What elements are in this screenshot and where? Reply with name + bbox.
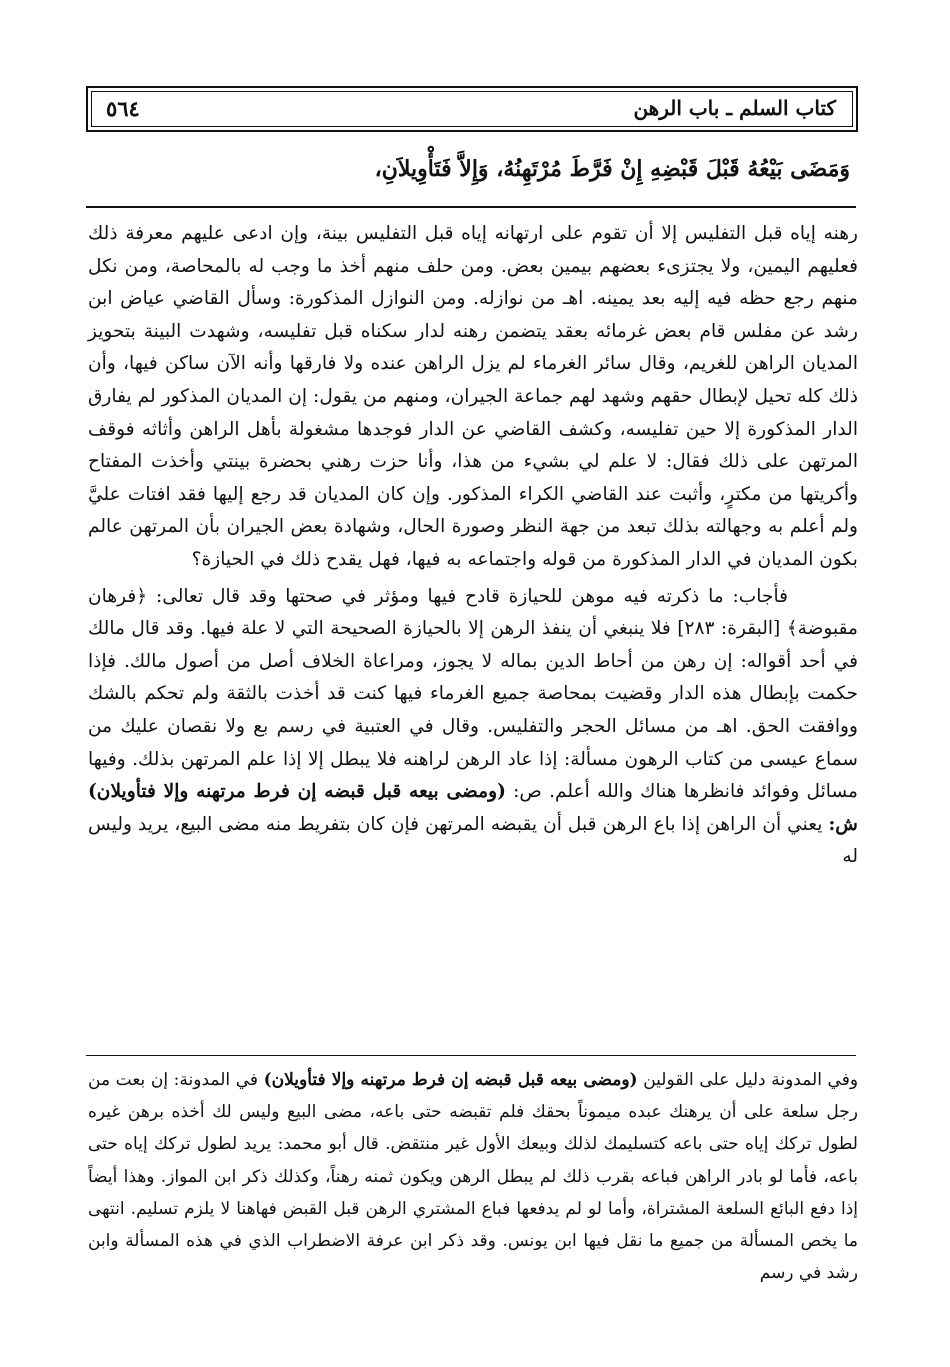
- commentary-paragraph-2: [88, 581, 858, 874]
- footnote-matn-quote: (ومضى بيعه قبل قبضه إن فرط مرتهنه وإلا فتأويلان): [263, 1070, 638, 1090]
- matn-quote: (ومضى بيعه قبل قبضه إن فرط مرتهنه وإلا فتأويلان) ش:: [88, 781, 858, 835]
- page-number: ٥٦٤: [106, 96, 140, 121]
- answer-rest: يعني أن الراهن إذا باع الرهن قبل أن يقبضه المرتهن فإن كان بتفريط منه مضى البيع، يريد وليس له: [88, 813, 858, 868]
- commentary-paragraph-1: رهنه إياه قبل التفليس إلا أن تقوم على ارتهانه إياه قبل التفليس بينة، وإن ادعى عليهم معرفة ذلك فعليهم اليمين، ولا يجتزىء بعضهم بيمين بعض. ومن حلف منهم أخذ ما وجب له بالمحاصة، ومن نكل منهم رجع حظه فيه إليه بعد يمينه. اهـ من نوازله. ومن النوازل المذكورة: وسأل القاضي عياض ابن رشد عن مفلس قام بعض غرمائه بعقد يتضمن رهنه لدار سكناه قبل تفليسه، وشهدت البينة بتحويز المديان الراهن للغريم، وقال سائر الغرماء لم يزل الراهن عنده ولا فارقها وأنه الآن ساكن فيها، وأن ذلك كله تحيل لإبطال حقهم وشهد لهم جماعة الجيران، ومنهم من يقول: إن المديان المذكور لم يفارق الدار المذكورة إلا حين تفليسه، وكشف القاضي عن الدار فوجدها مشغولة بأهل الراهن وأثاثه فوقف المرتهن على ذلك فقال: لا علم لي بشيء من هذا، وأنا حزت رهني بحضرة بينتي وأخذت المفتاح وأكريتها من مكترٍ، وأثبت عند القاضي الكراء المذكور. وإن كان المديان قد رجع إليها فقد افتات عليَّ ولم أعلم به وجهالته بذلك تبعد من جهة النظر وصورة الحال، وشهادة بعض الجيران بأن المرتهن عالم بكون المديان في الدار المذكورة من قوله واجتماعه به فيها، فهل يقدح ذلك في الحيازة؟: [88, 223, 858, 570]
- answer-intro: فأجاب: ما ذكرته فيه موهن للحيازة قادح فيها ومؤثر في صحتها وقد قال تعالى: ﴿فرهان مقبوضة﴾ [البقرة: ٢٨٣] فلا ينبغي أن ينفذ الرهن إلا بالحيازة الصحيحة التي لا علة فيها. وقد قال مالك في أحد أقواله: إن رهن من أحاط الدين بماله لا يجوز، ومراعاة الخلاف أصل من أصول مالك. فإذا حكمت بإبطال هذه الدار وقضيت بمحاصة جميع الغرماء فيها كنت قد أخذت بالثقة ولم تحكم بالشك ووافقت الحق. اهـ من مسائل الحجر والتفليس. وقال في العتبية في رسم بع ولا نقصان عليك من سماع عيسى من كتاب الرهون مسألة: إذا عاد الرهن لراهنه فلا يبطل إلا إذا علم المرتهن بذلك. وفيها مسائل وفوائد فانظرها هناك والله أعلم. ص:: [88, 585, 858, 803]
- footnote-paragraph: [88, 1064, 858, 1289]
- commentary-body: [88, 218, 858, 874]
- running-header: [86, 86, 858, 132]
- header-title: كتاب السلم ـ باب الرهن: [633, 96, 836, 120]
- top-divider: [86, 206, 856, 208]
- footnote-divider: [86, 1055, 856, 1056]
- footnote-rest: في المدونة: إن بعت من رجل سلعة على أن يرهنك عبده ميموناً بحقك فلم تقبضه حتى باعه، مضى البيع وليس لك أخذه برهن غيره لطول تركك إياه حتى باعه كتسليمك لذلك وبيعك الأول غير منتقض. قال أبو محمد: يريد لطول تركك إياه حتى باعه، فأما لو بادر الراهن فباعه بقرب ذلك لم يبطل الرهن ويكون ثمنه رهناً، وكذلك ذكر ابن المواز. وهذا أيضاً إذا دفع البائع السلعة المشتراة، وأما لو لم يدفعها فباع المشتري الرهن قبل القبض فهاهنا لا يلزم تسليم. انتهى ما يخص المسألة من جميع ما نقل فيها ابن يونس. وقد ذكر ابن عرفة الاضطراب الذي في هذه المسألة وابن رشد في رسم: [88, 1070, 858, 1284]
- footnote-start: وفي المدونة دليل على القولين: [643, 1070, 859, 1090]
- footnote-body: [88, 1064, 858, 1289]
- matn-text: وَمَضَى بَيْعُهُ قَبْلَ قَبْضِهِ إِنْ فَرَّطَ مُرْتَهِنُهُ، وَإِلاَّ فَتَأْوِيلاَنِ،: [374, 156, 850, 182]
